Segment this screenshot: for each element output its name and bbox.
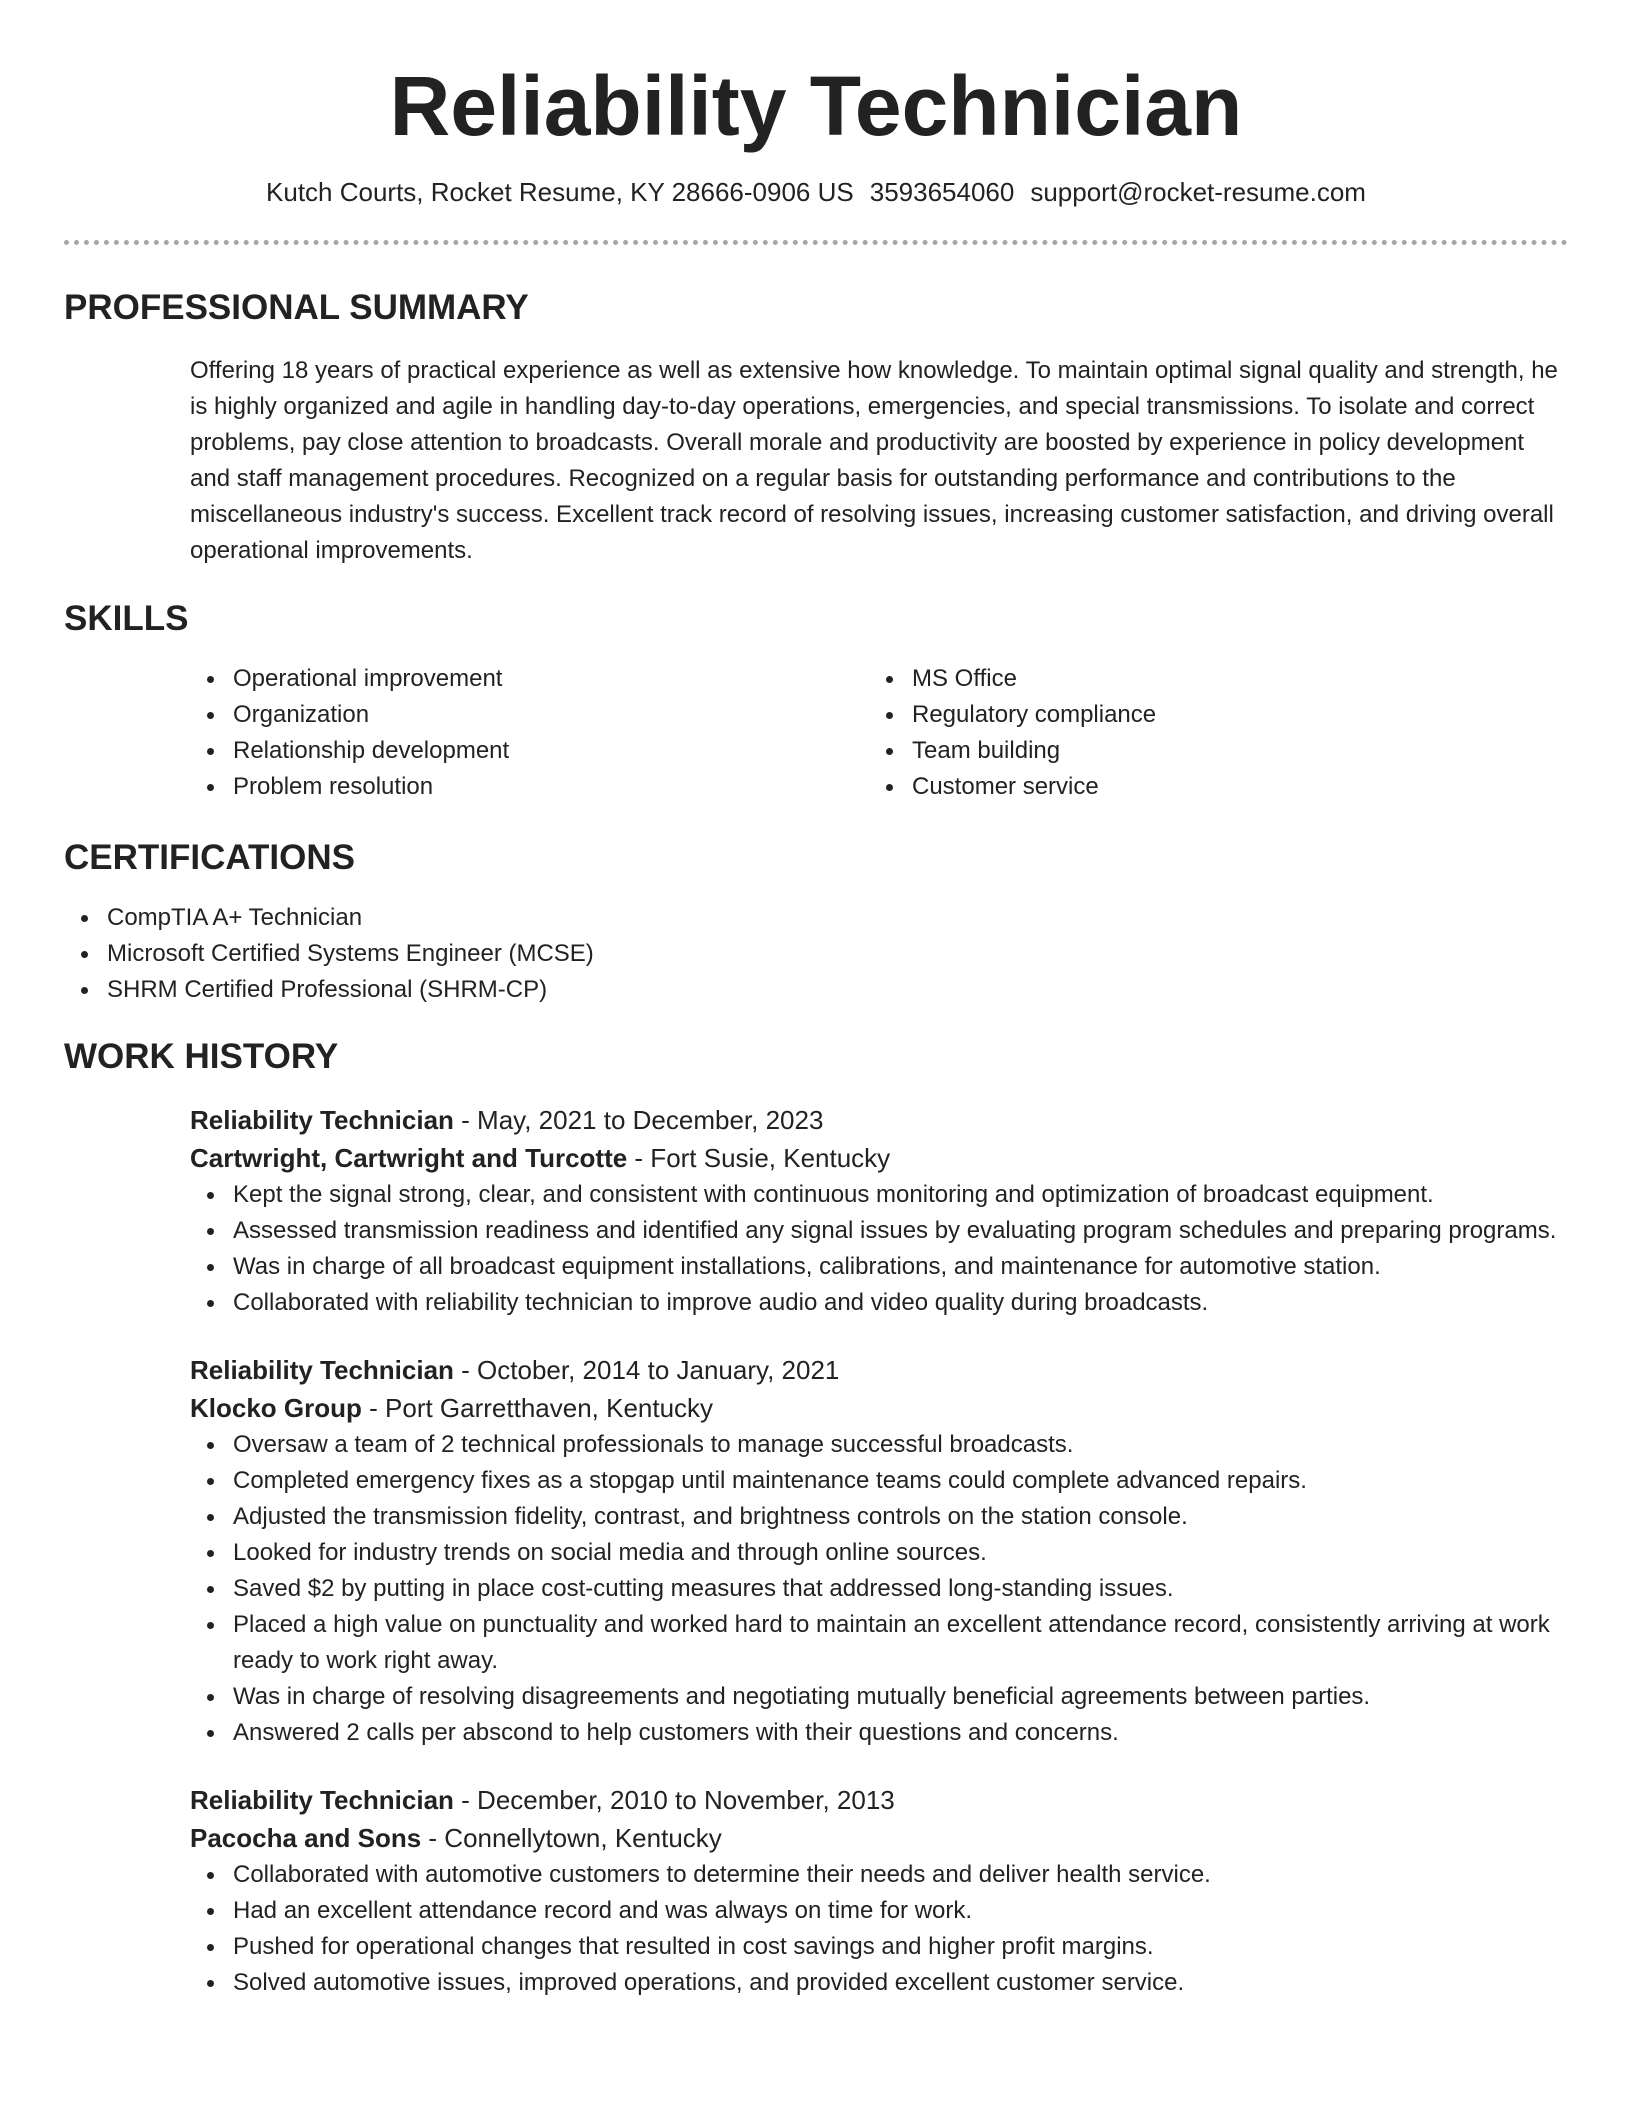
skill-item: Regulatory compliance <box>869 697 1548 733</box>
job-entry <box>190 1351 1568 1751</box>
job-duties-list <box>190 1177 1568 1321</box>
contact-email: support@rocket-resume.com <box>1030 177 1366 207</box>
job-duty: Had an excellent attendance record and was always on time for work. <box>190 1893 1568 1929</box>
job-duty: Saved $2 by putting in place cost-cutting measures that addressed long-standing issues. <box>190 1571 1568 1607</box>
resume-page <box>64 0 1568 2001</box>
skill-item: Operational improvement <box>190 661 869 697</box>
job-company: Klocko Group <box>190 1393 362 1423</box>
job-dates: - May, 2021 to December, 2023 <box>453 1105 824 1135</box>
job-location: - Fort Susie, Kentucky <box>627 1143 891 1173</box>
summary-heading: PROFESSIONAL SUMMARY <box>64 288 529 327</box>
job-title-line <box>190 1351 1568 1389</box>
job-duty: Answered 2 calls per abscond to help customers with their questions and concerns. <box>190 1715 1568 1751</box>
skill-item: Organization <box>190 697 869 733</box>
certifications-section <box>64 838 1568 1008</box>
skill-item: Relationship development <box>190 733 869 769</box>
job-duty: Kept the signal strong, clear, and consistent with continuous monitoring and optimization of broadcast equipment. <box>190 1177 1568 1213</box>
job-title-line <box>190 1781 1568 1819</box>
skills-left-list <box>190 661 869 805</box>
job-dates: - December, 2010 to November, 2013 <box>453 1785 895 1815</box>
summary-text: Offering 18 years of practical experience as well as extensive how knowledge. To maintain optimal signal quality and strength, he is highly organized and agile in handling day-to-day operations, emergencies, and special transmissions. To isolate and correct problems, pay close attention to broadcasts. Overall morale and productivity are boosted by experience in policy development and staff management procedures. Recognized on a regular basis for outstanding performance and contributions to the miscellaneous industry's success. Excellent track record of resolving issues, increasing customer satisfaction, and driving overall operational improvements. <box>190 357 1558 564</box>
skills-section <box>64 599 1568 805</box>
job-duty: Solved automotive issues, improved operations, and provided excellent customer service. <box>190 1965 1568 2001</box>
job-duty: Placed a high value on punctuality and worked hard to maintain an excellent attendance record, consistently arriving at work ready to work right away. <box>190 1607 1568 1679</box>
job-company: Pacocha and Sons <box>190 1823 422 1853</box>
contact-line <box>64 176 1568 208</box>
jobs-container <box>190 1101 1568 2001</box>
resume-title: Reliability Technician <box>389 59 1243 153</box>
summary-section <box>64 288 1568 569</box>
job-company-line <box>190 1139 1568 1177</box>
job-duty: Was in charge of resolving disagreements and negotiating mutually beneficial agreements between parties. <box>190 1679 1568 1715</box>
job-location: - Connellytown, Kentucky <box>421 1823 722 1853</box>
skill-item: MS Office <box>869 661 1548 697</box>
job-duties-list <box>190 1427 1568 1751</box>
job-company-line <box>190 1389 1568 1427</box>
job-title: Reliability Technician <box>190 1785 454 1815</box>
skills-grid <box>190 661 1568 805</box>
skills-heading: SKILLS <box>64 599 189 638</box>
certifications-heading: CERTIFICATIONS <box>64 838 356 877</box>
job-title: Reliability Technician <box>190 1105 454 1135</box>
header-divider <box>64 240 1568 245</box>
job-duty: Collaborated with automotive customers to determine their needs and deliver health service. <box>190 1857 1568 1893</box>
certifications-list <box>64 900 1568 1008</box>
job-location: - Port Garretthaven, Kentucky <box>361 1393 714 1423</box>
certification-item: CompTIA A+ Technician <box>64 900 1568 936</box>
job-duty: Collaborated with reliability technician to improve audio and video quality during broadcasts. <box>190 1285 1568 1321</box>
skill-item: Customer service <box>869 769 1548 805</box>
job-duty: Was in charge of all broadcast equipment installations, calibrations, and maintenance for automotive station. <box>190 1249 1568 1285</box>
job-duty: Pushed for operational changes that resulted in cost savings and higher profit margins. <box>190 1929 1568 1965</box>
skill-item: Team building <box>869 733 1548 769</box>
job-dates: - October, 2014 to January, 2021 <box>453 1355 840 1385</box>
job-duty: Completed emergency fixes as a stopgap until maintenance teams could complete advanced repairs. <box>190 1463 1568 1499</box>
contact-phone: 3593654060 <box>869 177 1015 207</box>
job-title-line <box>190 1101 1568 1139</box>
job-entry <box>190 1781 1568 2001</box>
contact-address: Kutch Courts, Rocket Resume, KY 28666-0906 US <box>266 177 854 207</box>
certification-item: SHRM Certified Professional (SHRM-CP) <box>64 972 1568 1008</box>
job-entry <box>190 1101 1568 1321</box>
job-duties-list <box>190 1857 1568 2001</box>
skills-right-list <box>869 661 1548 805</box>
certification-item: Microsoft Certified Systems Engineer (MCSE) <box>64 936 1568 972</box>
job-title: Reliability Technician <box>190 1355 454 1385</box>
job-duty: Adjusted the transmission fidelity, contrast, and brightness controls on the station console. <box>190 1499 1568 1535</box>
work-history-section <box>64 1037 1568 2001</box>
skill-item: Problem resolution <box>190 769 869 805</box>
job-duty: Looked for industry trends on social media and through online sources. <box>190 1535 1568 1571</box>
job-company-line <box>190 1819 1568 1857</box>
job-company: Cartwright, Cartwright and Turcotte <box>190 1143 628 1173</box>
job-duty: Assessed transmission readiness and identified any signal issues by evaluating program schedules and preparing programs. <box>190 1213 1568 1249</box>
job-duty: Oversaw a team of 2 technical professionals to manage successful broadcasts. <box>190 1427 1568 1463</box>
work-history-heading: WORK HISTORY <box>64 1037 339 1076</box>
